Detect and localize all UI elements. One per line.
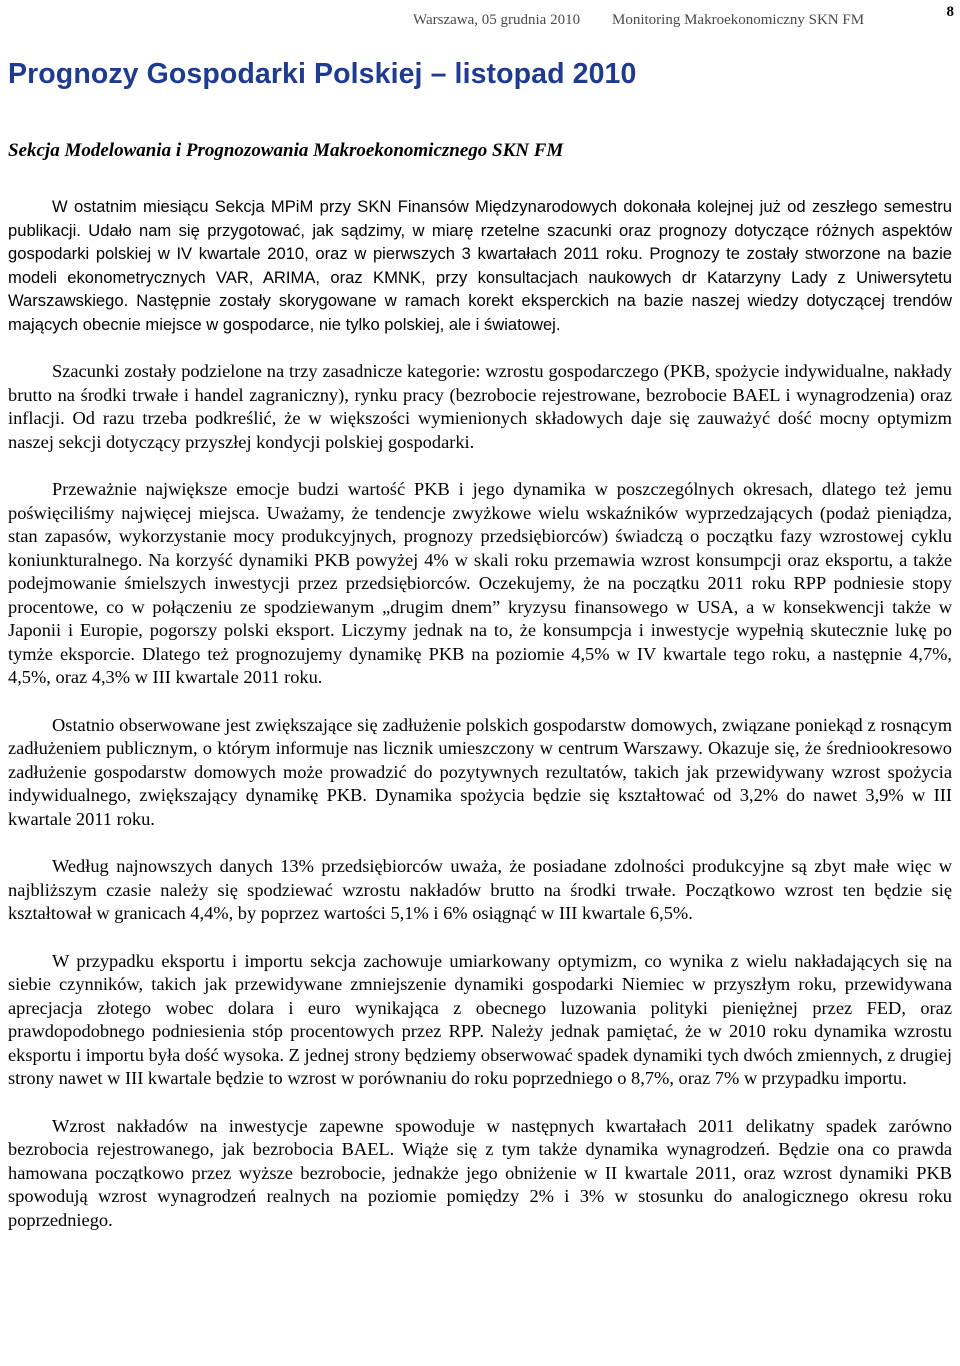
section-subtitle: Sekcja Modelowania i Prognozowania Makroekonomicznego SKN FM — [8, 140, 564, 161]
paragraph-household-debt: Ostatnio obserwowane jest zwiększające się zadłużenie polskich gospodarstw domowych, związane poniekąd z rosnącym zadłużeniem publicznym, o którym informuje nas licznik umieszczony w centrum Warszawy. Okazuje się, że średniookresowo zadłużenie gospodarstw domowych może prowadzić do pozytywnych rezultatów, takich jak przewidywany wzrost spożycia indywidualnego, zwiększający dynamikę PKB. Dynamika spożycia będzie się kształtować od 3,2% do nawet 3,9% w III kwartale 2011 roku. — [8, 714, 952, 829]
paragraph-intro: W ostatnim miesiącu Sekcja MPiM przy SKN Finansów Międzynarodowych dokonała kolejnej już od zeszłego semestru publikacji. Udało nam się przygotować, jak sądzimy, w miarę rzetelne szacunki oraz prognozy dotyczące różnych aspektów gospodarki polskiej w IV kwartale 2010, oraz w pierwszych 3 kwartałach 2011 roku. Prognozy te zostały stworzone na bazie modeli ekonometrycznych VAR, ARIMA, oraz KMNK, przy konsultacjach naukowych dr Katarzyny Lady z Uniwersytetu Warszawskiego. Następnie zostały skorygowane w ramach korekt eksperckich na bazie naszej wiedzy dotyczącej trendów mających obecnie miejsce w gospodarce, nie tylko polskiej, ale i światowej. — [8, 197, 952, 334]
header-date: Warszawa, 05 grudnia 2010 — [413, 12, 581, 28]
paragraph-trade: W przypadku eksportu i importu sekcja zachowuje umiarkowany optymizm, co wynika z wielu nakładających się na siebie czynników, takich jak przewidywane zmniejszenie dynamiki gospodarki Niemiec w przyszłym roku, przewidywana aprecjacja złotego wobec dolara i euro wynikająca z obecnego luzowania polityki pieniężnej przez FED, oraz prawdopodobnego podniesienia stóp procentowych przez RPP. Należy jednak pamiętać, że w 2010 roku dynamika wzrostu eksportu i importu była dość wysoka. Z jednej strony będziemy obserwować spadek dynamiki tych dwóch zmiennych, z drugiej strony nawet w III kwartale będzie to wzrost w porównaniu do roku poprzedniego o 8,7%, oraz 7% w przypadku importu. — [8, 950, 952, 1088]
header-publication: Monitoring Makroekonomiczny SKN FM — [612, 12, 865, 28]
page-title: Prognozy Gospodarki Polskiej – listopad 2010 — [8, 58, 637, 90]
article-body — [8, 195, 952, 1256]
page-number: 8 — [946, 4, 954, 20]
paragraph-investment: Według najnowszych danych 13% przedsiębiorców uważa, że posiadane zdolności produkcyjne są zbyt małe więc w najbliższym czasie należy się spodziewać wzrostu nakładów brutto na środki trwałe. Początkowo wzrost ten będzie się kształtował w granicach 4,4%, by poprzez wartości 5,1% i 6% osiągnąć w III kwartale 6,5%. — [8, 856, 952, 923]
page-header — [0, 4, 960, 34]
paragraph-categories: Szacunki zostały podzielone na trzy zasadnicze kategorie: wzrostu gospodarczego (PKB, spożycie indywidualne, nakłady brutto na środki trwałe i handel zagraniczny), rynku pracy (bezrobocie rejestrowane, bezrobocie BAEL i wynagrodzenia) oraz inflacji. Od razu trzeba podkreślić, że w większości wymienionych składowych daje się zauważyć dość mocny optymizm naszej sekcji dotyczący przyszłej kondycji polskiej gospodarki. — [8, 361, 952, 452]
paragraph-labour-market: Wzrost nakładów na inwestycje zapewne spowoduje w następnych kwartałach 2011 delikatny spadek zarówno bezrobocia rejestrowanego, jak bezrobocia BAEL. Wiąże się z tym także dynamika wynagrodzeń. Będzie ona co prawda hamowana początkowo przez wyższe bezrobocie, jednakże jego obniżenie w II kwartale 2011, oraz wzrost dynamiki PKB spowodują wzrost wynagrodzeń realnych na poziomie pomiędzy 2% i 3% w stosunku do analogicznego okresu roku poprzedniego. — [8, 1115, 952, 1230]
paragraph-gdp: Przeważnie największe emocje budzi wartość PKB i jego dynamika w poszczególnych okresach, dlatego też jemu poświęciliśmy najwięcej miejsca. Uważamy, że tendencje zwyżkowe wielu wskaźników wyprzedzających (podaż pieniądza, stan zapasów, wykorzystanie mocy produkcyjnych, prognozy przedsiębiorców) świadczą o początku fazy wzrostowej cyklu koniunkturalnego. Na korzyść dynamiki PKB powyżej 4% w skali roku przemawia wzrost konsumpcji oraz eksportu, a także podejmowanie śmielszych inwestycji przez przedsiębiorców. Oczekujemy, że na początku 2011 roku RPP podniesie stopy procentowe, co w połączeniu ze spodziewanym „drugim dnem” kryzysu finansowego w USA, a w konsekwencji także w Japonii i Europie, pogorszy polski eksport. Liczymy jednak na to, że konsumpcja i inwestycje wypełnią skutecznie lukę po tymże eksporcie. Dlatego też prognozujemy dynamikę PKB na poziomie 4,5% w IV kwartale tego roku, a następnie 4,7%, 4,5%, oraz 4,3% w III kwartale 2011 roku. — [8, 479, 952, 687]
